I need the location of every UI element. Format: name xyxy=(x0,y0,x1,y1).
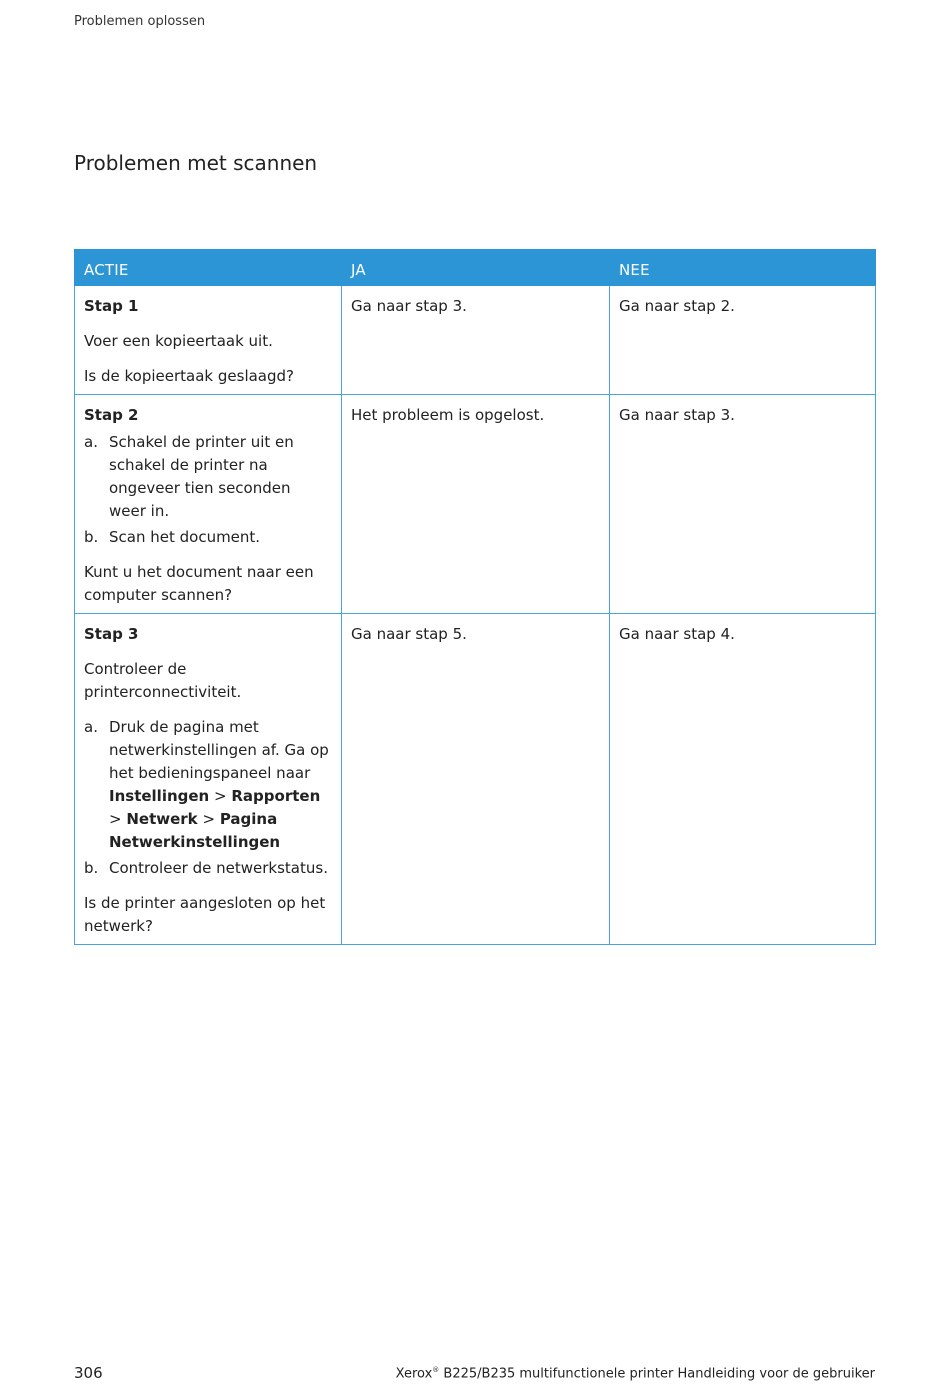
section-title: Problemen met scannen xyxy=(74,151,318,175)
substep-list xyxy=(84,431,332,549)
list-item-text: Schakel de printer uit en schakel de printer na ongeveer tien seconden weer in. xyxy=(109,433,294,520)
no-cell: Ga naar stap 4. xyxy=(610,614,876,945)
step-title: Stap 1 xyxy=(84,297,139,315)
menu-separator: > xyxy=(202,810,216,828)
table-row xyxy=(75,395,876,614)
step-question: Is de kopieertaak geslaagd? xyxy=(84,367,295,385)
menu-path-instellingen: Instellingen xyxy=(109,787,210,805)
list-marker: b. xyxy=(84,859,99,877)
list-marker: a. xyxy=(84,718,98,736)
list-item-text: Scan het document. xyxy=(109,528,261,546)
column-header-nee: NEE xyxy=(610,250,876,286)
action-cell xyxy=(75,614,342,945)
step-title: Stap 3 xyxy=(84,625,139,643)
step-title: Stap 2 xyxy=(84,406,139,424)
list-item-text: Controleer de netwerkstatus. xyxy=(109,859,328,877)
no-cell: Ga naar stap 2. xyxy=(610,286,876,395)
page-number: 306 xyxy=(74,1364,103,1382)
step-instruction: Controleer de printerconnectiviteit. xyxy=(84,660,242,701)
step-question: Is de printer aangesloten op het netwerk? xyxy=(84,894,326,935)
list-item-text: Druk de pagina met netwerkinstellingen af. Ga op het bedieningspaneel naar xyxy=(109,718,329,782)
list-item xyxy=(84,526,332,549)
list-item xyxy=(84,431,332,523)
footer-brand: Xerox xyxy=(395,1366,433,1382)
registered-mark: ® xyxy=(432,1366,440,1374)
list-marker: b. xyxy=(84,528,99,546)
no-cell: Ga naar stap 3. xyxy=(610,395,876,614)
footer-document-title xyxy=(396,1366,875,1381)
troubleshooting-table xyxy=(74,249,876,945)
yes-cell: Het probleem is opgelost. xyxy=(342,395,610,614)
table-row xyxy=(75,286,876,395)
running-header: Problemen oplossen xyxy=(74,14,206,29)
substep-list xyxy=(84,716,332,880)
menu-path-rapporten: Rapporten xyxy=(231,787,321,805)
column-header-ja: JA xyxy=(342,250,610,286)
column-header-actie: ACTIE xyxy=(75,250,342,286)
step-question: Kunt u het document naar een computer scannen? xyxy=(84,563,314,604)
menu-path-netwerk: Netwerk xyxy=(126,810,198,828)
menu-separator: > xyxy=(214,787,227,805)
list-item xyxy=(84,857,332,880)
table-header-row xyxy=(75,250,876,286)
action-cell xyxy=(75,286,342,395)
menu-separator: > xyxy=(109,810,122,828)
step-instruction: Voer een kopieertaak uit. xyxy=(84,332,273,350)
table-row xyxy=(75,614,876,945)
list-marker: a. xyxy=(84,433,98,451)
menu-path-pagina-netwerkinstellingen: Pagina Netwerkinstellingen xyxy=(109,810,281,851)
list-item xyxy=(84,716,332,854)
action-cell xyxy=(75,395,342,614)
yes-cell: Ga naar stap 5. xyxy=(342,614,610,945)
yes-cell: Ga naar stap 3. xyxy=(342,286,610,395)
footer-doc-title: B225/B235 multifunctionele printer Handleiding voor de gebruiker xyxy=(443,1366,875,1382)
